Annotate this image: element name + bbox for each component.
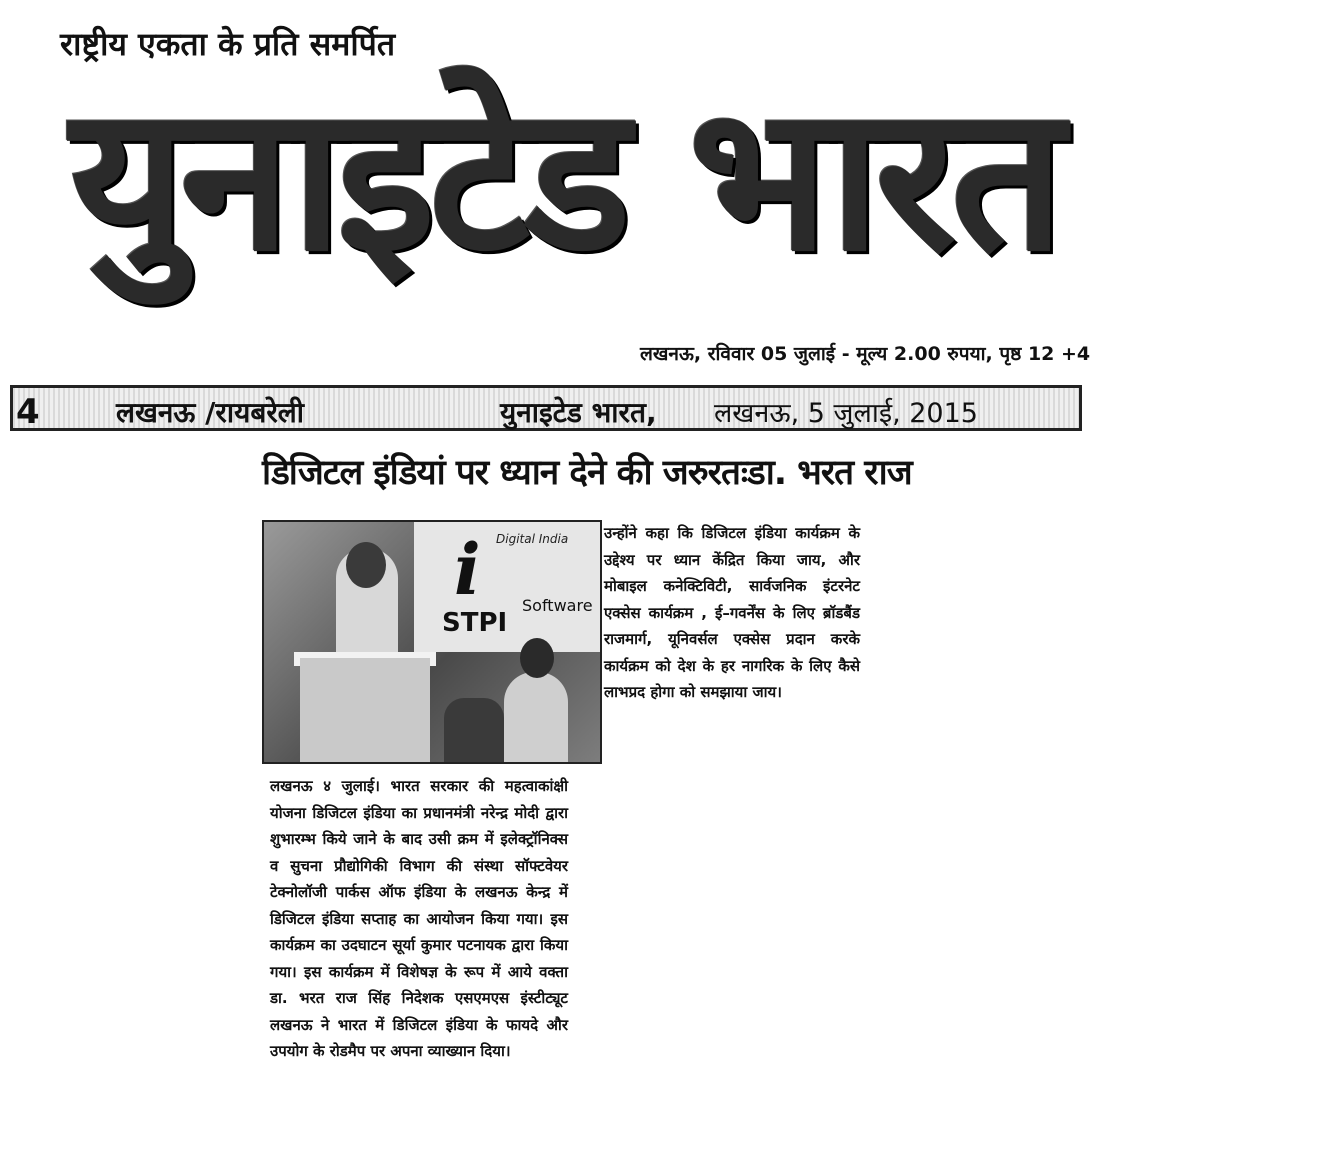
masthead-dateline: लखनऊ, रविवार 05 जुलाई - मूल्य 2.00 रुपया, पृष्ठ 12 +4 [640, 343, 1091, 365]
article-headline: डिजिटल इंडियां पर ध्यान देने की जरुरतःडा. भरत राज [262, 453, 912, 493]
photo-logo-tag: Digital India [496, 532, 569, 546]
masthead-tagline: राष्ट्रीय एकता के प्रति समर्पित [60, 25, 396, 63]
page-date: लखनऊ, 5 जुलाई, 2015 [714, 398, 978, 429]
article-left-column [270, 773, 568, 1065]
podium [300, 658, 430, 762]
article-left-paragraph: लखनऊ ४ जुलाई। भारत सरकार की महत्वाकांक्षी योजना डिजिटल इंडिया का प्रधानमंत्री नरेन्द्र मोदी द्वारा शुभारम्भ किये जाने के बाद उसी क्रम में इलेक्ट्रॉनिक्स व सुचना प्रौद्योगिकी विभाग की संस्था सॉफ्टवेयर टेक्नोलॉजी पार्कस ऑफ इंडिया के लखनऊ केन्द्र में डिजिटल इंडिया सप्ताह का आयोजन किया गया। इस कार्यक्रम का उदघाटन सूर्या कुमार पटनायक द्वारा किया गया। इस कार्यक्रम में विशेषज्ञ के रूप में आये वक्ता डा. भरत राज सिंह निदेशक एसएमएस इंस्टीट्यूट लखनऊ ने भारत में डिजिटल इंडिया के फायदे और उपयोग के रोडमैप पर अपना व्याख्यान दिया। [270, 777, 568, 1060]
seated-person-figure [504, 672, 568, 762]
article-right-paragraph: उन्होंने कहा कि डिजिटल इंडिया कार्यक्रम के उद्देश्य पर ध्यान केंद्रित किया जाय, और मोबाइल कनेक्टिविटी, सार्वजनिक इंटरनेट एक्सेस कार्यक्रम , ई–गवर्नेंस के लिए ब्रॉडबैंड राजमार्ग, यूनिवर्सल एक्सेस प्रदान करके कार्यक्रम को देश के हर नागरिक के लिए कैसे लाभप्रद होगा को समझाया जाय। [604, 524, 860, 701]
section-name: लखनऊ /रायबरेली [116, 396, 305, 429]
seated-person-head [520, 638, 554, 678]
masthead-title: युनाइटेड भारत [70, 63, 1059, 296]
digital-india-logo-icon: i [454, 528, 481, 611]
photo-logo-software: Software [522, 596, 593, 615]
paper-name: युनाइटेड भारत, [500, 396, 657, 429]
audience-chairs [444, 698, 504, 762]
photo-logo-stpi: STPI [442, 608, 508, 638]
speaker-head [346, 542, 386, 588]
page-number: 4 [16, 392, 40, 432]
article-right-column [604, 520, 860, 706]
article-photo [262, 520, 602, 764]
